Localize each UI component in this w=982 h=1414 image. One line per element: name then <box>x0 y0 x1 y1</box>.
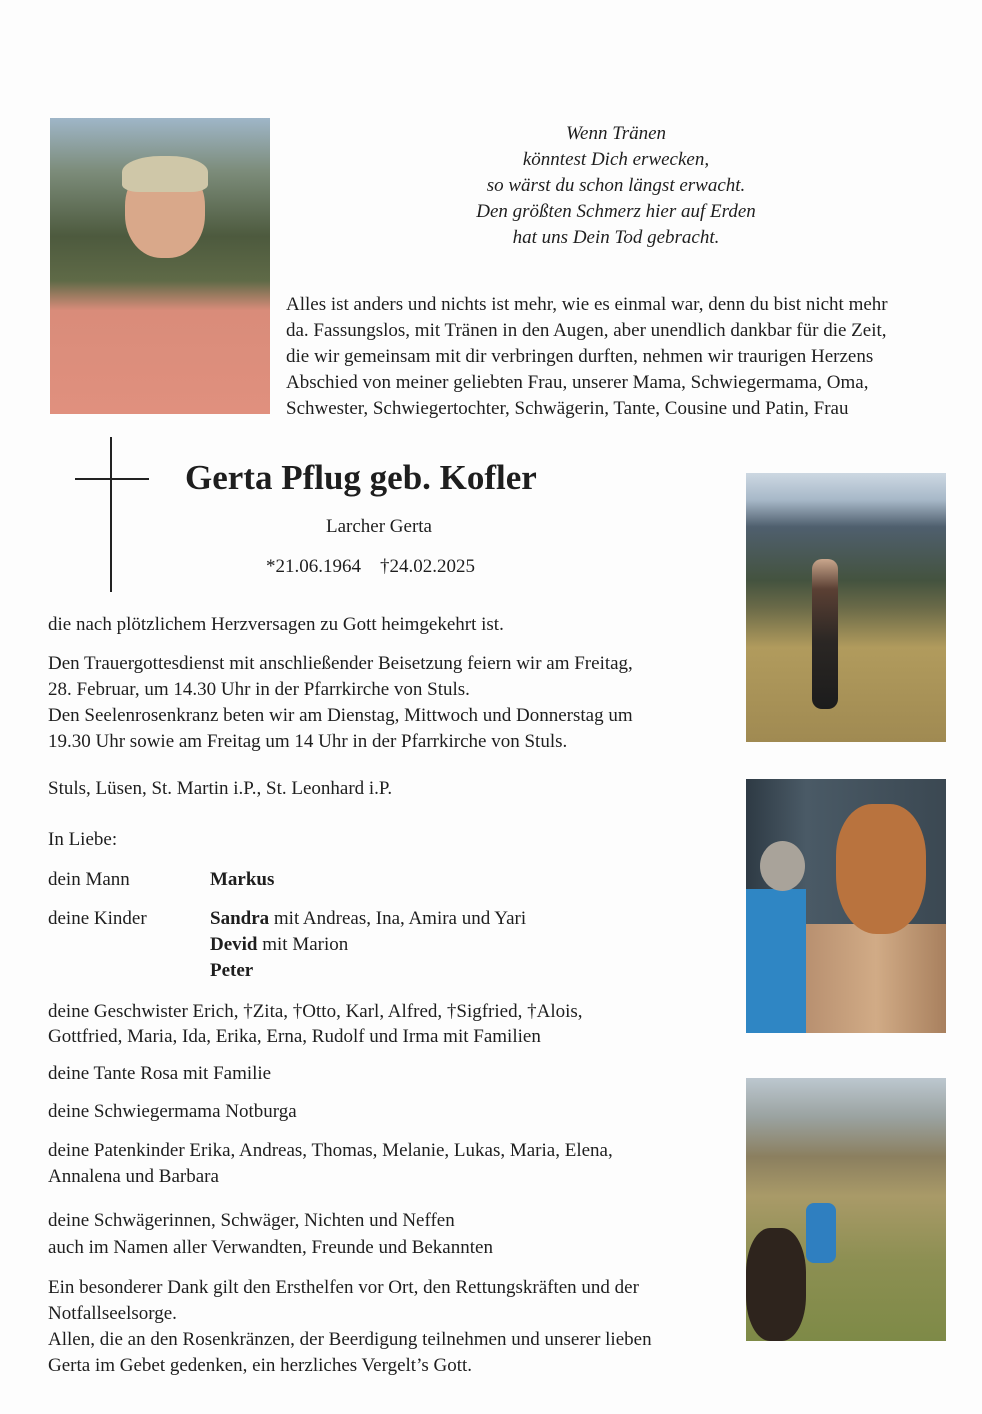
poem-line: Wenn Tränen <box>565 123 667 144</box>
husband-label: dein Mann <box>48 869 130 890</box>
nickname: Larcher Gerta <box>325 516 432 537</box>
thanks <box>48 1275 718 1379</box>
intro-line: Abschied von meiner geliebten Frau, unserer Mama, Schwiegermama, Oma, <box>286 372 869 393</box>
intro-line: da. Fassungslos, mit Tränen in den Augen, aber unendlich dankbar für die Zeit, <box>286 320 887 341</box>
mother-in-law: deine Schwiegermama Notburga <box>48 1101 297 1122</box>
service-line: 28. Februar, um 14.30 Uhr in der Pfarrkirche von Stuls. <box>48 679 470 700</box>
child-family: mit Marion <box>257 934 349 955</box>
child-name: Devid <box>210 934 258 955</box>
poem <box>440 121 792 251</box>
in-laws <box>48 1207 718 1261</box>
godchildren <box>48 1138 718 1190</box>
in-love-heading: In Liebe: <box>48 829 118 850</box>
relatives-line: deine Patenkinder Erika, Andreas, Thomas, Melanie, Lukas, Maria, Elena, <box>48 1140 613 1161</box>
child-name: Peter <box>210 960 254 981</box>
thanks-line: Notfallseelsorge. <box>48 1303 177 1324</box>
places: Stuls, Lüsen, St. Martin i.P., St. Leonhard i.P. <box>48 778 393 799</box>
children-list <box>210 906 526 984</box>
child-name: Sandra <box>210 908 270 929</box>
intro-line: die wir gemeinsam mit dir verbringen durften, nehmen wir traurigen Herzens <box>286 346 874 367</box>
siblings <box>48 999 718 1049</box>
service-line: 19.30 Uhr sowie am Freitag um 14 Uhr in der Pfarrkirche von Stuls. <box>48 731 568 752</box>
husband-name <box>210 867 274 893</box>
goats-photo <box>746 1078 946 1341</box>
service-line: Den Trauergottesdienst mit anschließender Beisetzung feiern wir am Freitag, <box>48 653 633 674</box>
child-family: mit Andreas, Ina, Amira und Yari <box>269 908 527 929</box>
thanks-line: Allen, die an den Rosenkränzen, der Beerdigung teilnehmen und unserer lieben <box>48 1329 652 1350</box>
horse-photo <box>746 779 946 1033</box>
relatives-line: deine Schwägerinnen, Schwäger, Nichten und Neffen <box>48 1210 455 1231</box>
service-line: Den Seelenrosenkranz beten wir am Dienstag, Mittwoch und Donnerstag um <box>48 705 633 726</box>
relatives-line: Gottfried, Maria, Ida, Erika, Erna, Rudolf und Irma mit Familien <box>48 1026 541 1047</box>
deceased-name: Gerta Pflug geb. Kofler <box>185 458 537 497</box>
relatives-line: auch im Namen aller Verwandten, Freunde und Bekannten <box>48 1237 493 1258</box>
intro-paragraph <box>286 292 950 422</box>
life-dates: *21.06.1964 †24.02.2025 <box>266 556 475 577</box>
intro-line: Schwester, Schwiegertochter, Schwägerin, Tante, Cousine und Patin, Frau <box>286 398 849 419</box>
poem-line: so wärst du schon längst erwacht. <box>486 175 746 196</box>
cause-text: die nach plötzlichem Herzversagen zu Gott heimgekehrt ist. <box>48 614 504 635</box>
thanks-line: Ein besonderer Dank gilt den Ersthelfen vor Ort, den Rettungskräften und der <box>48 1277 639 1298</box>
children-label: deine Kinder <box>48 908 147 929</box>
service-info <box>48 651 718 755</box>
husband-name-text: Markus <box>210 869 275 890</box>
child-entry <box>210 906 526 932</box>
mountain-hiking-photo <box>746 473 946 742</box>
intro-line: Alles ist anders und nichts ist mehr, wie es einmal war, denn du bist nicht mehr <box>286 294 888 315</box>
poem-line: hat uns Dein Tod gebracht. <box>512 227 720 248</box>
child-entry <box>210 932 526 958</box>
child-entry <box>210 958 526 984</box>
poem-line: könntest Dich erwecken, <box>522 149 710 170</box>
aunt: deine Tante Rosa mit Familie <box>48 1063 272 1084</box>
poem-line: Den größten Schmerz hier auf Erden <box>476 201 756 222</box>
thanks-line: Gerta im Gebet gedenken, ein herzliches Vergelt’s Gott. <box>48 1355 473 1376</box>
relatives-line: Annalena und Barbara <box>48 1166 219 1187</box>
portrait-photo <box>50 118 270 414</box>
relatives-line: deine Geschwister Erich, †Zita, †Otto, Karl, Alfred, †Sigfried, †Alois, <box>48 1001 583 1022</box>
